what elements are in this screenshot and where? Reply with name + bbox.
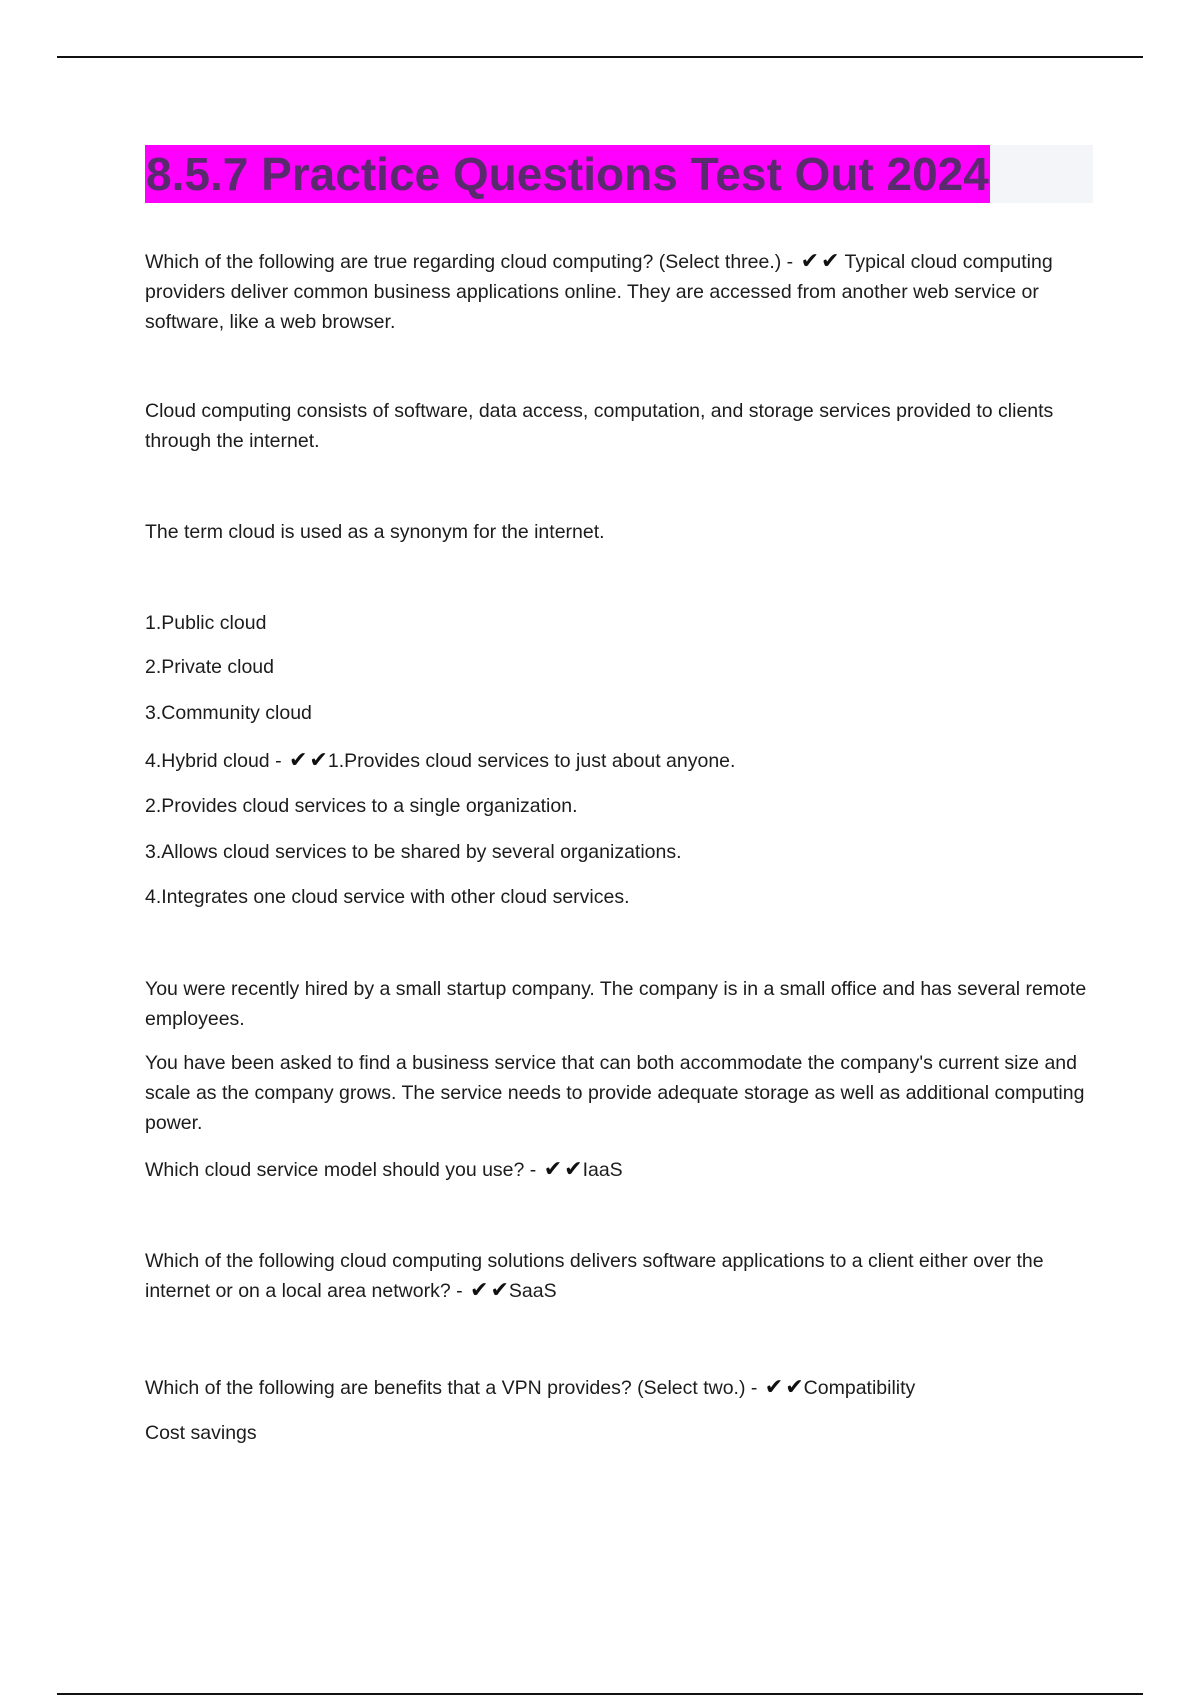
list-item-hybrid-cloud bbox=[145, 746, 1095, 776]
paragraph-cloud-synonym: The term cloud is used as a synonym for the internet. bbox=[145, 521, 605, 543]
service-model-prompt: Which cloud service model should you use? - bbox=[145, 1159, 537, 1181]
check-icon: ✔ bbox=[490, 1278, 509, 1303]
question-vpn-benefits bbox=[145, 1373, 1095, 1403]
scenario-paragraph-1: You were recently hired by a small startup company. The company is in a small office and has several remote employees. bbox=[145, 978, 1087, 1030]
paragraph-cloud-definition: Cloud computing consists of software, data access, computation, and storage services provided to clients through the internet. bbox=[145, 400, 1054, 452]
saas-answer: SaaS bbox=[508, 1280, 557, 1302]
page-title: 8.5.7 Practice Questions Test Out 2024 bbox=[146, 148, 989, 200]
check-icon: ✔ bbox=[785, 1375, 804, 1400]
list-item-community-cloud: 3.Community cloud bbox=[145, 702, 312, 724]
service-model-answer: IaaS bbox=[582, 1159, 623, 1181]
hybrid-cloud-answer: 1.Provides cloud services to just about anyone. bbox=[327, 750, 736, 772]
check-icon: ✔ bbox=[288, 748, 308, 773]
saas-prompt: Which of the following cloud computing solutions delivers software applications to a client either over the internet or on a local area network? - bbox=[145, 1250, 1044, 1302]
check-icon: ✔ bbox=[821, 249, 840, 274]
vpn-answer: Compatibility bbox=[803, 1377, 916, 1399]
check-icon: ✔ bbox=[800, 249, 820, 274]
top-rule bbox=[57, 56, 1143, 58]
question-1 bbox=[145, 247, 1095, 337]
check-icon: ✔ bbox=[470, 1278, 489, 1303]
list-item-private-cloud: 2.Private cloud bbox=[145, 656, 274, 678]
answer-item-4: 4.Integrates one cloud service with other cloud services. bbox=[145, 886, 630, 908]
check-icon: ✔ bbox=[309, 748, 328, 773]
bottom-rule bbox=[57, 1693, 1143, 1695]
check-icon: ✔ bbox=[564, 1157, 583, 1182]
answer-item-3: 3.Allows cloud services to be shared by several organizations. bbox=[145, 841, 682, 863]
vpn-answer-cost-savings: Cost savings bbox=[145, 1422, 257, 1444]
question-1-prompt: Which of the following are true regarding cloud computing? (Select three.) - bbox=[145, 251, 794, 273]
vpn-prompt: Which of the following are benefits that a VPN provides? (Select two.) - bbox=[145, 1377, 758, 1399]
check-icon: ✔ bbox=[764, 1375, 784, 1400]
question-service-model bbox=[145, 1155, 1095, 1185]
answer-item-2: 2.Provides cloud services to a single organization. bbox=[145, 795, 578, 817]
list-item-public-cloud: 1.Public cloud bbox=[145, 612, 267, 634]
title-highlight bbox=[145, 145, 990, 203]
scenario-paragraph-2: You have been asked to find a business service that can both accommodate the company's current size and scale as the company grows. The service needs to provide adequate storage as well as additional computing power. bbox=[145, 1052, 1085, 1134]
check-icon: ✔ bbox=[543, 1157, 563, 1182]
question-saas bbox=[145, 1246, 1095, 1306]
hybrid-cloud-prompt: 4.Hybrid cloud - bbox=[145, 750, 282, 772]
question-1-answer: Typical cloud computing providers deliver common business applications online. They are accessed from another web service or software, like a web browser. bbox=[145, 251, 1053, 333]
title-banner bbox=[145, 145, 1093, 203]
